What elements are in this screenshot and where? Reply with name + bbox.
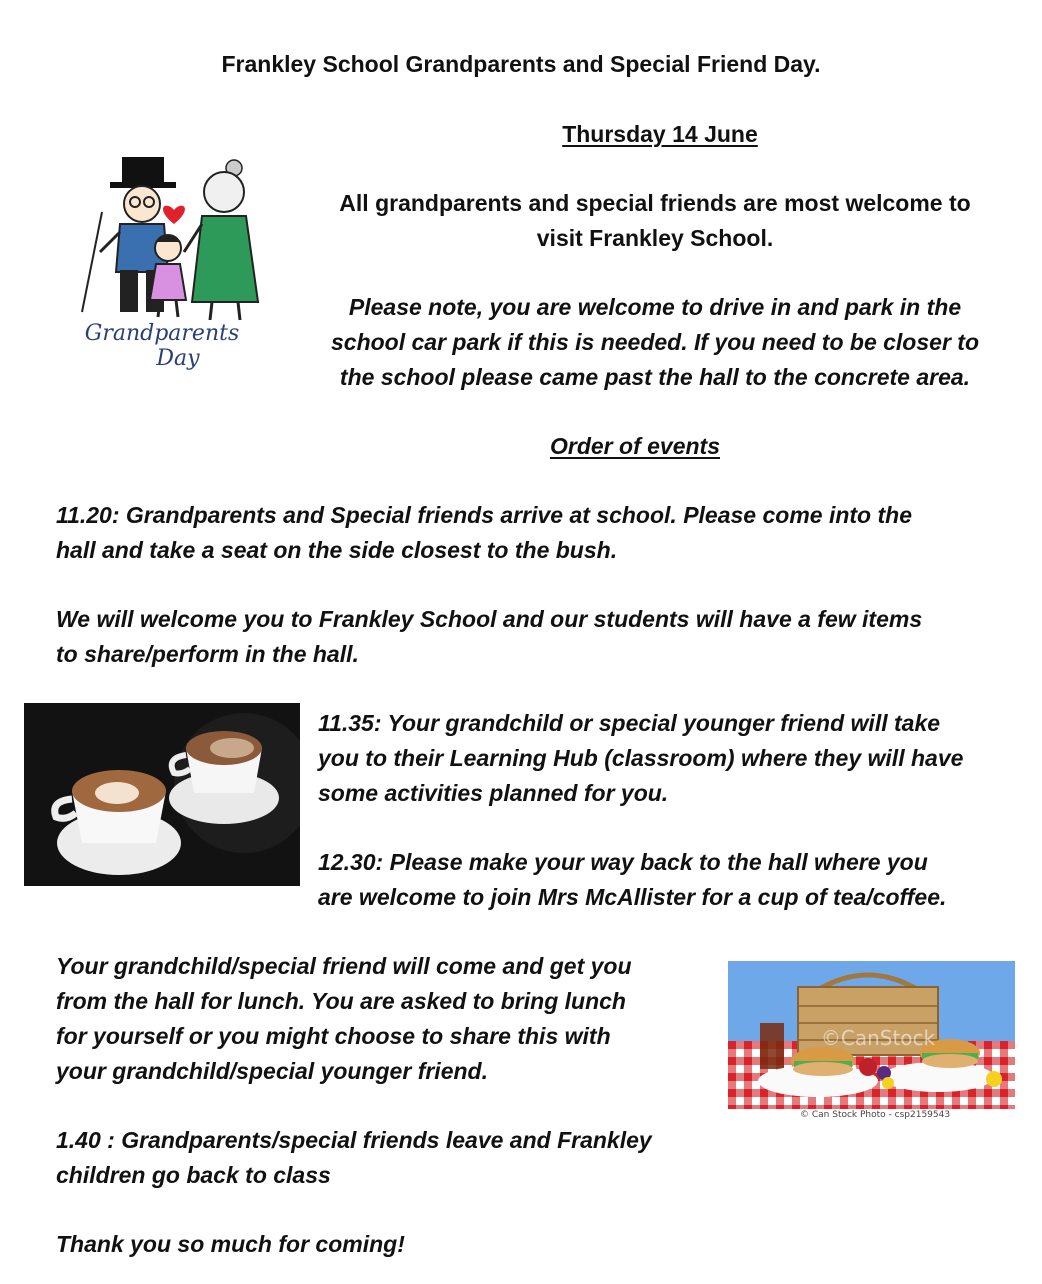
event-1135-line-2: you to their Learning Hub (classroom) where they will have bbox=[318, 745, 964, 771]
parking-note-line-1: Please note, you are welcome to drive in and park in the bbox=[348, 294, 962, 320]
parking-note-line-3: the school please came past the hall to the concrete area. bbox=[339, 364, 971, 390]
picnic-photo bbox=[728, 961, 1015, 1109]
parking-note-line-2: school car park if this is needed. If you need to be closer to bbox=[331, 329, 979, 355]
picnic-watermark: ©CanStock bbox=[820, 1026, 936, 1050]
grandparents-label-line1: Grandparents bbox=[84, 321, 240, 346]
picnic-caption: © Can Stock Photo - csp2159543 bbox=[800, 1110, 951, 1120]
welcome-students-line-2: to share/perform in the hall. bbox=[56, 641, 359, 667]
event-1230-line-2: are welcome to join Mrs McAllister for a cup of tea/coffee. bbox=[318, 884, 947, 910]
lunch-line-2: from the hall for lunch. You are asked to bring lunch bbox=[56, 988, 626, 1014]
page-title: Frankley School Grandparents and Special Friend Day. bbox=[221, 51, 821, 77]
event-140-line-1: 1.40 : Grandparents/special friends leave and Frankley bbox=[56, 1127, 652, 1153]
event-date: Thursday 14 June bbox=[562, 121, 758, 147]
order-of-events-heading: Order of events bbox=[550, 433, 720, 459]
event-1135-line-1: 11.35: Your grandchild or special younger friend will take bbox=[318, 710, 941, 736]
lunch-line-3: for yourself or you might choose to share this with bbox=[56, 1023, 611, 1049]
event-1120-line-2: hall and take a seat on the side closest to the bush. bbox=[56, 537, 618, 563]
lunch-line-4: your grandchild/special younger friend. bbox=[56, 1058, 488, 1084]
event-1135-line-3: some activities planned for you. bbox=[318, 780, 669, 806]
welcome-line-1: All grandparents and special friends are most welcome to bbox=[339, 190, 971, 216]
welcome-line-2: visit Frankley School. bbox=[536, 225, 774, 251]
event-1230-line-1: 12.30: Please make your way back to the hall where you bbox=[318, 849, 928, 875]
coffee-cups-photo bbox=[24, 703, 300, 886]
lunch-line-1: Your grandchild/special friend will come and get you bbox=[56, 953, 632, 979]
welcome-students-line-1: We will welcome you to Frankley School and our students will have a few items bbox=[56, 606, 923, 632]
thank-you-line: Thank you so much for coming! bbox=[56, 1231, 405, 1257]
event-1120-line-1: 11.20: Grandparents and Special friends arrive at school. Please come into the bbox=[56, 502, 912, 528]
grandparents-day-illustration bbox=[62, 152, 277, 377]
grandparents-label-line2: Day bbox=[156, 346, 200, 371]
event-140-line-2: children go back to class bbox=[56, 1162, 331, 1188]
